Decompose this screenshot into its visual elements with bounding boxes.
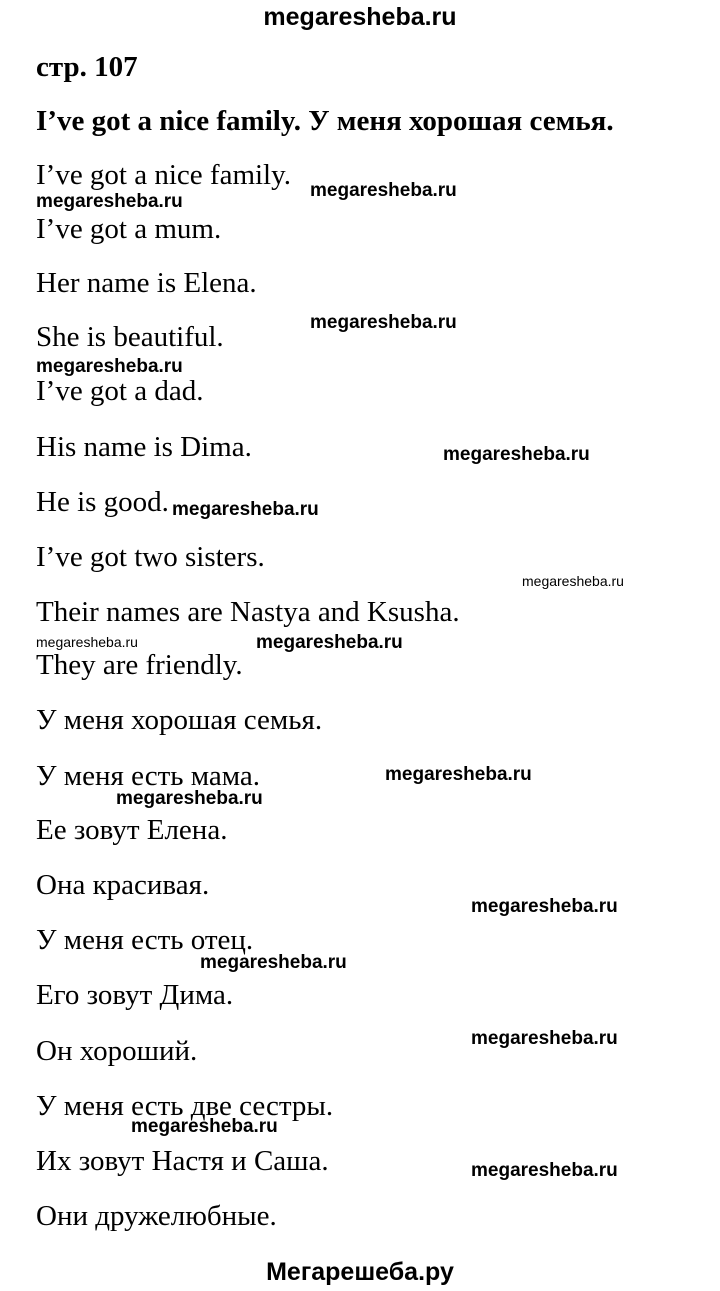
text-line: Он хороший. <box>36 1035 198 1067</box>
watermark: megaresheba.ru <box>471 896 618 917</box>
watermark: megaresheba.ru <box>471 1160 618 1181</box>
watermark: megaresheba.ru <box>116 788 263 809</box>
site-header: megaresheba.ru <box>263 3 457 31</box>
exercise-title: I’ve got a nice family. У меня хорошая семья. <box>36 105 614 137</box>
watermark: megaresheba.ru <box>443 444 590 465</box>
text-line: I’ve got a dad. <box>36 375 204 407</box>
watermark: megaresheba.ru <box>36 191 183 212</box>
watermark: megaresheba.ru <box>172 499 319 520</box>
watermark: megaresheba.ru <box>310 180 457 201</box>
text-line: У меня есть мама. <box>36 760 261 792</box>
watermark: megaresheba.ru <box>131 1116 278 1137</box>
watermark: megaresheba.ru <box>522 573 624 589</box>
watermark: megaresheba.ru <box>36 634 138 650</box>
text-line: He is good. <box>36 486 169 518</box>
text-line: Ее зовут Елена. <box>36 814 228 846</box>
text-line: I’ve got a mum. <box>36 213 222 245</box>
text-line: Her name is Elena. <box>36 267 257 299</box>
text-line: I’ve got two sisters. <box>36 541 265 573</box>
text-line: His name is Dima. <box>36 431 252 463</box>
text-line: Она красивая. <box>36 869 210 901</box>
text-line: У меня есть две сестры. <box>36 1090 334 1122</box>
watermark: megaresheba.ru <box>256 632 403 653</box>
text-line: She is beautiful. <box>36 321 224 353</box>
page-number: стр. 107 <box>36 51 138 83</box>
watermark: megaresheba.ru <box>385 764 532 785</box>
text-line: У меня хорошая семья. <box>36 704 323 736</box>
text-line: Они дружелюбные. <box>36 1200 277 1232</box>
site-footer: Мегарешеба.ру <box>266 1258 454 1286</box>
text-line: У меня есть отец. <box>36 924 254 956</box>
text-line: Their names are Nastya and Ksusha. <box>36 596 460 628</box>
text-line: They are friendly. <box>36 649 243 681</box>
text-line: Их зовут Настя и Саша. <box>36 1145 329 1177</box>
text-line: I’ve got a nice family. <box>36 159 291 191</box>
watermark: megaresheba.ru <box>200 952 347 973</box>
text-line: Его зовут Дима. <box>36 979 234 1011</box>
watermark: megaresheba.ru <box>471 1028 618 1049</box>
watermark: megaresheba.ru <box>310 312 457 333</box>
watermark: megaresheba.ru <box>36 356 183 377</box>
